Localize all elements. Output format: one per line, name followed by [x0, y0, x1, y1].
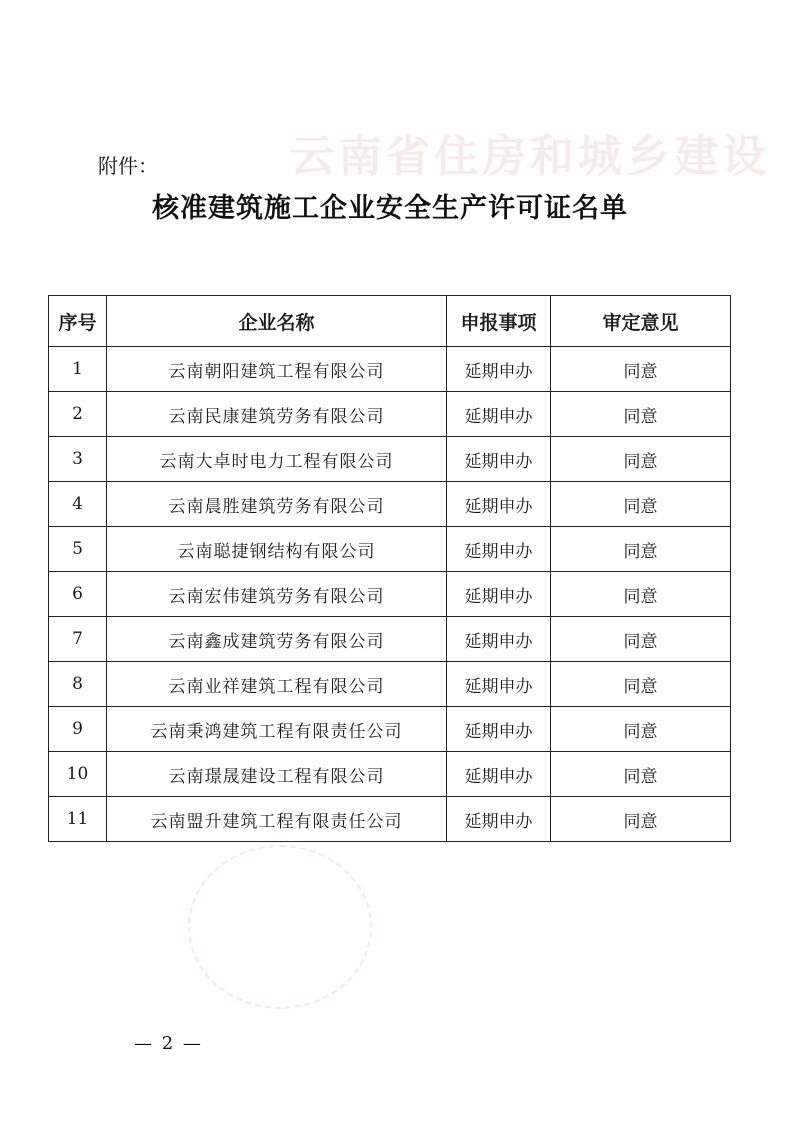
cell-opinion: 同意: [551, 392, 731, 437]
cell-index: 6: [49, 572, 107, 617]
cell-index: 5: [49, 527, 107, 572]
cell-opinion: 同意: [551, 707, 731, 752]
cell-index: 11: [49, 797, 107, 842]
cell-index: 8: [49, 662, 107, 707]
cell-opinion: 同意: [551, 572, 731, 617]
cell-item: 延期申办: [447, 482, 551, 527]
attachment-label: 附件：: [98, 154, 158, 178]
cell-index: 7: [49, 617, 107, 662]
cell-company: 云南秉鸿建筑工程有限责任公司: [107, 707, 447, 752]
table-header-row: [49, 296, 731, 347]
cell-opinion: 同意: [551, 482, 731, 527]
cell-company: 云南民康建筑劳务有限公司: [107, 392, 447, 437]
cell-company: 云南聪捷钢结构有限公司: [107, 527, 447, 572]
cell-company: 云南鑫成建筑劳务有限公司: [107, 617, 447, 662]
license-table: [48, 295, 731, 842]
cell-company: 云南宏伟建筑劳务有限公司: [107, 572, 447, 617]
cell-item: 延期申办: [447, 662, 551, 707]
document-title: 核准建筑施工企业安全生产许可证名单: [152, 193, 628, 224]
cell-opinion: 同意: [551, 662, 731, 707]
cell-opinion: 同意: [551, 437, 731, 482]
table-row: [49, 392, 731, 437]
table-row: [49, 437, 731, 482]
table-row: [49, 752, 731, 797]
cell-opinion: 同意: [551, 347, 731, 392]
cell-index: 2: [49, 392, 107, 437]
cell-opinion: 同意: [551, 617, 731, 662]
cell-item: 延期申办: [447, 437, 551, 482]
cell-opinion: 同意: [551, 527, 731, 572]
cell-item: 延期申办: [447, 347, 551, 392]
page-number: — 2 —: [134, 1033, 203, 1054]
cell-item: 延期申办: [447, 752, 551, 797]
cell-item: 延期申办: [447, 527, 551, 572]
cell-company: 云南业祥建筑工程有限公司: [107, 662, 447, 707]
cell-company: 云南晨胜建筑劳务有限公司: [107, 482, 447, 527]
official-seal: [188, 845, 372, 1009]
cell-opinion: 同意: [551, 752, 731, 797]
cell-company: 云南大卓时电力工程有限公司: [107, 437, 447, 482]
table-row: [49, 662, 731, 707]
cell-index: 9: [49, 707, 107, 752]
table-row: [49, 617, 731, 662]
cell-index: 1: [49, 347, 107, 392]
column-header-company: 企业名称: [107, 296, 447, 347]
table-row: [49, 707, 731, 752]
column-header-opinion: 审定意见: [551, 296, 731, 347]
cell-item: 延期申办: [447, 392, 551, 437]
watermark: 云南省住房和城乡建设: [290, 131, 770, 182]
table-row: [49, 347, 731, 392]
cell-company: 云南朝阳建筑工程有限公司: [107, 347, 447, 392]
cell-item: 延期申办: [447, 572, 551, 617]
cell-index: 10: [49, 752, 107, 797]
cell-index: 3: [49, 437, 107, 482]
cell-company: 云南盟升建筑工程有限责任公司: [107, 797, 447, 842]
cell-item: 延期申办: [447, 707, 551, 752]
cell-opinion: 同意: [551, 797, 731, 842]
cell-index: 4: [49, 482, 107, 527]
table-row: [49, 482, 731, 527]
table-row: [49, 572, 731, 617]
table-row: [49, 527, 731, 572]
table-body: [49, 347, 731, 842]
cell-company: 云南璟晟建设工程有限公司: [107, 752, 447, 797]
table-row: [49, 797, 731, 842]
column-header-item: 申报事项: [447, 296, 551, 347]
column-header-index: 序号: [49, 296, 107, 347]
cell-item: 延期申办: [447, 797, 551, 842]
cell-item: 延期申办: [447, 617, 551, 662]
